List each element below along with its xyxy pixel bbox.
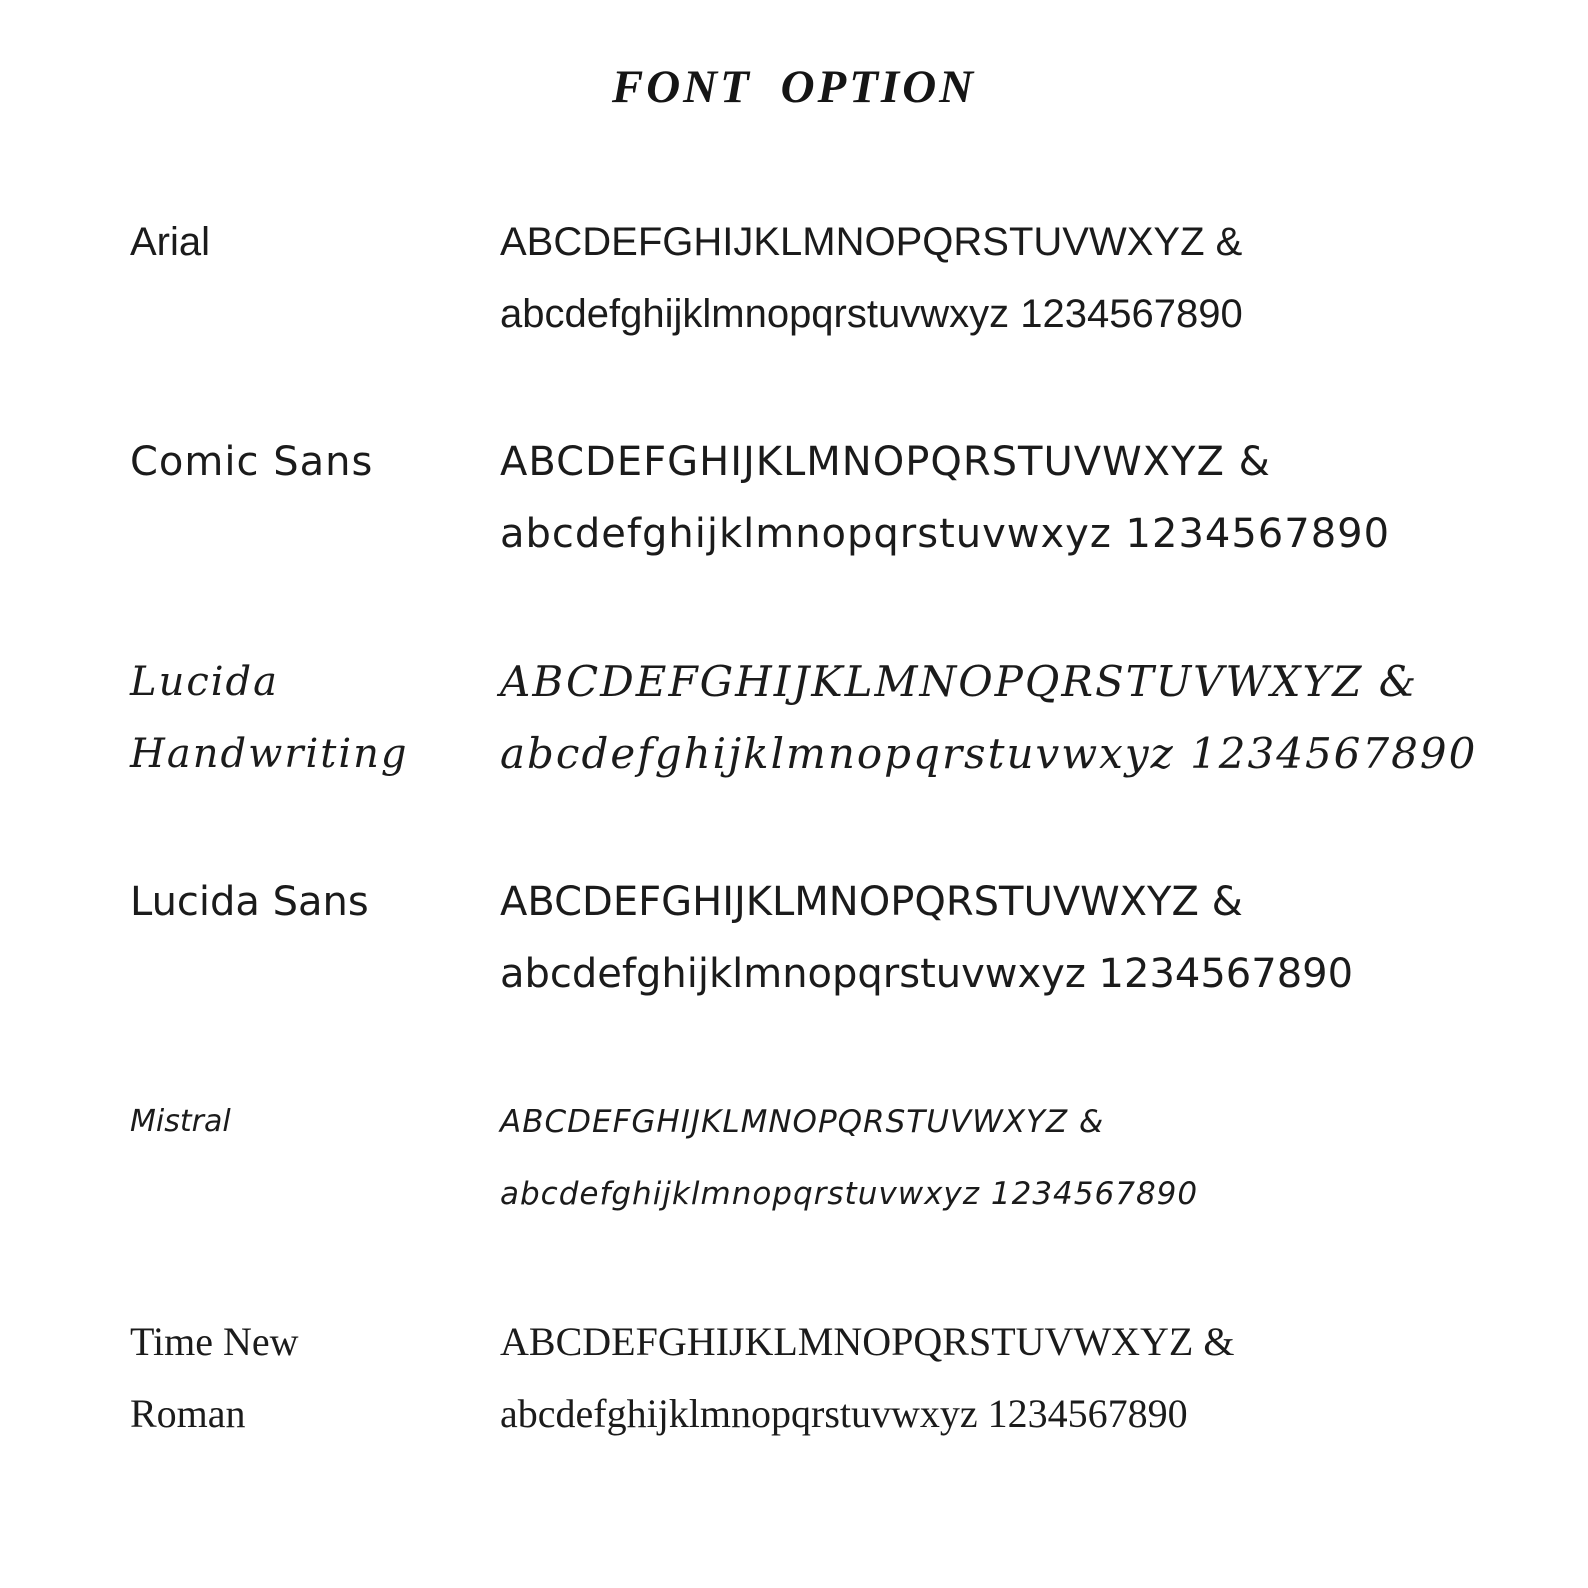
font-name-comic-sans: Comic Sans	[130, 439, 374, 485]
sample-lowercase: abcdefghijklmnopqrstuvwxyz 1234567890	[500, 511, 1391, 557]
sample-lowercase: abcdefghijklmnopqrstuvwxyz 1234567890	[500, 292, 1243, 336]
sample-uppercase: ABCDEFGHIJKLMNOPQRSTUVWXYZ &	[500, 220, 1243, 264]
font-row-time-new-roman	[130, 1306, 1538, 1450]
font-sample-mistral	[500, 1086, 1538, 1230]
font-row-comic-sans	[130, 426, 1538, 570]
font-sample-lucida-handwriting	[500, 646, 1538, 790]
font-row-lucida-sans	[130, 866, 1538, 1010]
font-row-lucida-handwriting	[130, 646, 1538, 790]
sample-lowercase: abcdefghijklmnopqrstuvwxyz 1234567890	[500, 1391, 1188, 1436]
font-sample-comic-sans	[500, 426, 1538, 570]
font-name-lucida-sans: Lucida Sans	[130, 879, 369, 925]
font-sample-arial	[500, 206, 1538, 350]
font-name-time-new-roman: Time New Roman	[130, 1319, 299, 1436]
sample-lowercase: abcdefghijklmnopqrstuvwxyz 1234567890	[500, 1176, 1199, 1212]
sample-lowercase: abcdefghijklmnopqrstuvwxyz 1234567890	[500, 729, 1478, 778]
sample-uppercase: ABCDEFGHIJKLMNOPQRSTUVWXYZ &	[500, 1319, 1235, 1364]
sample-uppercase: ABCDEFGHIJKLMNOPQRSTUVWXYZ &	[500, 879, 1243, 925]
font-row-mistral	[130, 1086, 1538, 1230]
font-name-lucida-handwriting: Lucida Handwriting	[130, 659, 409, 777]
font-name-mistral: Mistral	[130, 1104, 231, 1139]
sample-uppercase: ABCDEFGHIJKLMNOPQRSTUVWXYZ &	[500, 1104, 1105, 1140]
sample-uppercase: ABCDEFGHIJKLMNOPQRSTUVWXYZ &	[500, 439, 1271, 485]
font-sample-time-new-roman	[500, 1306, 1538, 1450]
page-title: FONT OPTION	[611, 61, 977, 113]
font-name-arial: Arial	[130, 220, 211, 264]
font-list	[0, 206, 1588, 1450]
font-row-arial	[130, 206, 1538, 350]
sample-uppercase: ABCDEFGHIJKLMNOPQRSTUVWXYZ &	[500, 657, 1419, 706]
sample-lowercase: abcdefghijklmnopqrstuvwxyz 1234567890	[500, 951, 1354, 997]
font-sample-lucida-sans	[500, 866, 1538, 1010]
